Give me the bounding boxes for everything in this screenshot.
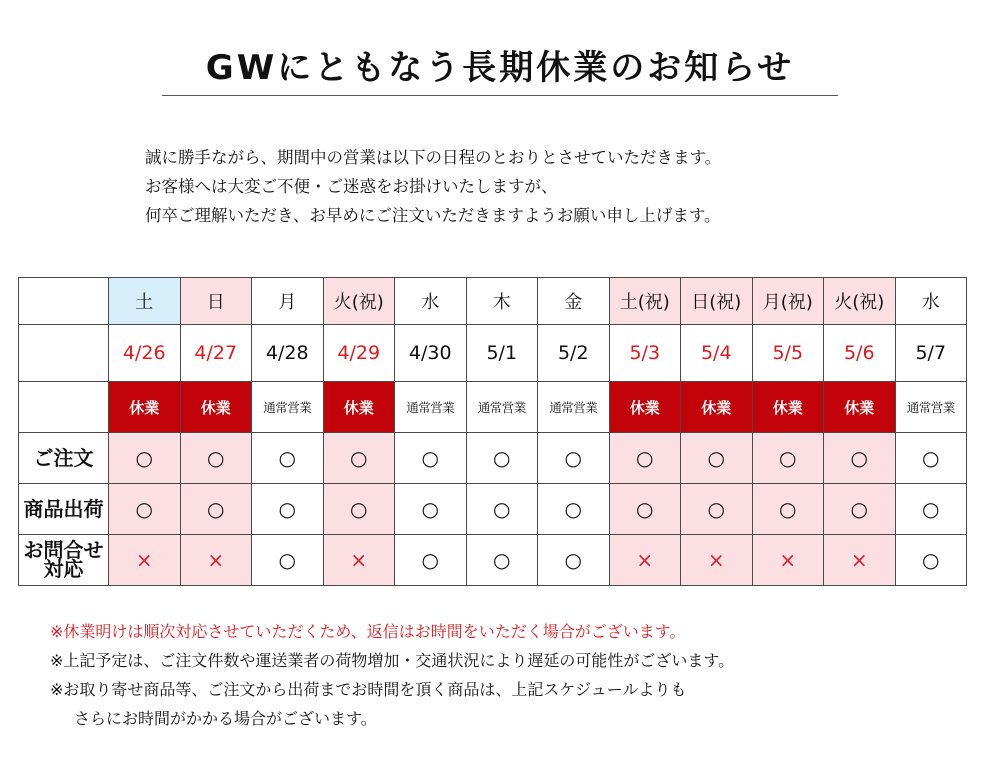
status-badge-open: 通常営業	[252, 382, 324, 433]
circle-mark: ○	[252, 433, 324, 484]
weekday-row	[19, 278, 967, 325]
weekday-cell: 金	[538, 278, 610, 325]
date-cell: 4/28	[252, 325, 324, 382]
date-cell: 5/6	[824, 325, 896, 382]
status-badge-open: 通常営業	[395, 382, 467, 433]
row-label-line: お問合せ	[23, 538, 104, 562]
intro-text	[145, 143, 721, 230]
date-cell: 5/7	[895, 325, 967, 382]
intro-line: お客様へは大変ご不便・ご迷惑をお掛けいたしますが、	[145, 177, 558, 196]
circle-mark: ○	[609, 484, 681, 535]
notes	[50, 617, 734, 733]
weekday-cell: 土(祝)	[609, 278, 681, 325]
circle-mark: ○	[824, 433, 896, 484]
cross-mark: ×	[180, 535, 252, 586]
cross-mark: ×	[323, 535, 395, 586]
corner-cell	[19, 382, 109, 433]
note-line-order-items: ※お取り寄せ商品等、ご注文から出荷までお時間を頂く商品は、上記スケジュールよりも	[50, 680, 687, 699]
weekday-cell: 月(祝)	[752, 278, 824, 325]
note-line-shipping-delay: ※上記予定は、ご注文件数や運送業者の荷物増加・交通状況により遅延の可能性がございます。	[50, 651, 735, 670]
status-badge-open: 通常営業	[466, 382, 538, 433]
date-cell: 5/5	[752, 325, 824, 382]
circle-mark: ○	[752, 484, 824, 535]
business-calendar-table	[18, 277, 967, 586]
weekday-cell: 火(祝)	[323, 278, 395, 325]
weekday-cell: 水	[395, 278, 467, 325]
circle-mark: ○	[180, 433, 252, 484]
row-label-inquiry	[19, 535, 109, 586]
note-line-order-items-cont: さらにお時間がかかる場合がございます。	[74, 709, 377, 728]
intro-line: 誠に勝手ながら、期間中の営業は以下の日程のとおりとさせていただきます。	[145, 148, 722, 167]
circle-mark: ○	[824, 484, 896, 535]
weekday-cell: 日	[180, 278, 252, 325]
availability-row-inquiry	[19, 535, 967, 586]
date-cell: 4/26	[109, 325, 181, 382]
weekday-cell: 土	[109, 278, 181, 325]
availability-row-order	[19, 433, 967, 484]
status-row	[19, 382, 967, 433]
date-cell: 4/30	[395, 325, 467, 382]
cross-mark: ×	[681, 535, 753, 586]
status-badge-closed: 休業	[752, 382, 824, 433]
status-badge-closed: 休業	[180, 382, 252, 433]
row-label-line: 商品出荷	[23, 496, 104, 521]
circle-mark: ○	[538, 433, 610, 484]
intro-line: 何卒ご理解いただき、お早めにご注文いただきますようお願い申し上げます。	[145, 206, 721, 225]
availability-row-ship	[19, 484, 967, 535]
page-title: GWにともなう長期休業のお知らせ	[205, 48, 795, 88]
title-underline	[162, 95, 838, 96]
cross-mark: ×	[752, 535, 824, 586]
circle-mark: ○	[395, 535, 467, 586]
date-row	[19, 325, 967, 382]
cross-mark: ×	[109, 535, 181, 586]
corner-cell	[19, 325, 109, 382]
circle-mark: ○	[395, 433, 467, 484]
circle-mark: ○	[395, 484, 467, 535]
row-label-ship	[19, 484, 109, 535]
circle-mark: ○	[538, 484, 610, 535]
weekday-cell: 月	[252, 278, 324, 325]
date-cell: 4/27	[180, 325, 252, 382]
date-cell: 5/2	[538, 325, 610, 382]
circle-mark: ○	[895, 484, 967, 535]
circle-mark: ○	[895, 433, 967, 484]
weekday-cell: 火(祝)	[824, 278, 896, 325]
circle-mark: ○	[538, 535, 610, 586]
corner-cell	[19, 278, 109, 325]
circle-mark: ○	[323, 484, 395, 535]
row-label-order	[19, 433, 109, 484]
date-cell: 5/4	[681, 325, 753, 382]
circle-mark: ○	[180, 484, 252, 535]
circle-mark: ○	[252, 484, 324, 535]
circle-mark: ○	[109, 484, 181, 535]
status-badge-closed: 休業	[681, 382, 753, 433]
status-badge-closed: 休業	[824, 382, 896, 433]
circle-mark: ○	[681, 484, 753, 535]
status-badge-open: 通常営業	[895, 382, 967, 433]
note-line-reply-delay: ※休業明けは順次対応させていただくため、返信はお時間をいただく場合がございます。	[50, 622, 686, 641]
status-badge-open: 通常営業	[538, 382, 610, 433]
cross-mark: ×	[609, 535, 681, 586]
circle-mark: ○	[609, 433, 681, 484]
date-cell: 5/3	[609, 325, 681, 382]
row-label-line: ご注文	[33, 445, 94, 470]
weekday-cell: 水	[895, 278, 967, 325]
circle-mark: ○	[895, 535, 967, 586]
date-cell: 5/1	[466, 325, 538, 382]
circle-mark: ○	[466, 535, 538, 586]
row-label-line: 対応	[43, 557, 84, 581]
weekday-cell: 木	[466, 278, 538, 325]
status-badge-closed: 休業	[109, 382, 181, 433]
status-badge-closed: 休業	[609, 382, 681, 433]
cross-mark: ×	[824, 535, 896, 586]
circle-mark: ○	[323, 433, 395, 484]
weekday-cell: 日(祝)	[681, 278, 753, 325]
circle-mark: ○	[752, 433, 824, 484]
status-badge-closed: 休業	[323, 382, 395, 433]
circle-mark: ○	[109, 433, 181, 484]
circle-mark: ○	[466, 433, 538, 484]
circle-mark: ○	[252, 535, 324, 586]
circle-mark: ○	[681, 433, 753, 484]
date-cell: 4/29	[323, 325, 395, 382]
circle-mark: ○	[466, 484, 538, 535]
